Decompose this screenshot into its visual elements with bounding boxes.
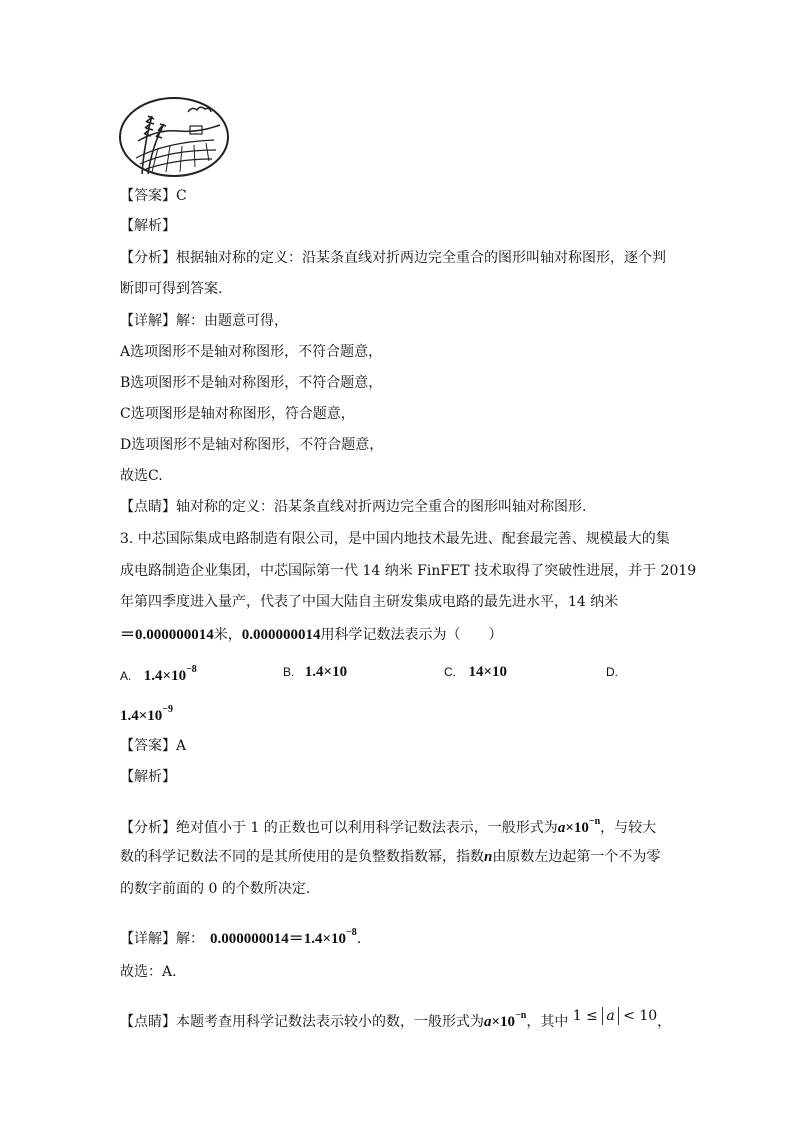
q3-analysis-text-1b: ，与较大 [600,820,657,836]
comment-formula-base: ×10 [491,1014,516,1030]
detail-end: . [356,931,362,947]
option-a-explanation: A选项图形不是轴对称图形，不符合题意， [120,344,383,360]
analysis-line [120,248,666,268]
scientific-notation-formula [557,816,601,836]
answer-line [120,186,187,206]
q3-comment-tag: 【点睛】 [120,1014,176,1030]
detail-equation-body: 0.000000014＝1.4×10 [210,931,347,947]
option-d-exponent: −9 [162,704,174,715]
analysis-line-2: 断即可得到答案. [120,281,223,297]
question-stem-line-4 [120,625,503,645]
q3-choose-line: 故选：A． [120,964,187,980]
stem-unit: 米， [213,627,242,643]
q3-answer-line [120,736,186,756]
option-b-label: B. [283,665,295,679]
question-stem-line-2: 成电路制造企业集团，中芯国际第一代 14 纳米 FinFET 技术取得了突破性进展，并于 2019 [120,563,697,579]
option-c-label: C. [444,665,456,679]
q3-comment-mid: ，其中 [526,1014,569,1030]
q3-analysis-line-2 [120,847,660,867]
q3-explain-tag: 【解析】 [120,769,176,785]
detail-text: 解：由题意可得， [176,313,288,329]
option-d-explanation: D选项图形不是轴对称图形，不符合题意， [120,437,384,453]
comment-line [120,497,586,517]
option-d-label: D. [606,665,618,679]
choose-line: 故选C. [120,468,163,484]
detail-equation-exponent: −8 [346,927,357,938]
q3-answer-value: A [176,738,187,754]
option-c-value: 14×10 [468,664,508,680]
q3-comment-end: ， [657,1014,672,1030]
q3-analysis-line-3: 的数字前面的 0 的个数所决定． [120,881,320,897]
option-b-explanation: B选项图形不是轴对称图形，不符合题意， [120,375,383,391]
comment-formula-a: a [484,1014,492,1030]
q3-detail-prefix: 解： [176,931,204,947]
detail-tag: 【详解】 [120,313,176,329]
answer-tag: 【答案】 [120,188,176,204]
option-c[interactable] [444,662,507,682]
q3-analysis-text-2a: 数的科学记数法不同的是其所使用的是负整数指数幂，指数 [120,849,484,865]
option-c-explanation: C选项图形是轴对称图形，符合题意， [120,406,355,422]
inequality-right: < 10 [623,1008,658,1024]
analysis-tag: 【分析】 [120,250,176,266]
option-a[interactable] [120,662,197,686]
exponent-n: n [484,849,493,865]
stem-number: 0.000000014 [241,627,321,643]
inequality-left: 1 ≤ [572,1008,598,1024]
q3-detail-tag: 【详解】 [120,931,176,947]
explain-tag: 【解析】 [120,218,176,234]
detail-equation [210,927,357,947]
option-a-value [143,664,197,684]
q3-comment-line [120,1008,671,1032]
inequality [573,1008,657,1024]
wheat-field-illustration [118,96,230,178]
q3-analysis-text-2b: 由原数左边起第一个不为零 [492,849,661,865]
comment-formula-exponent: −n [515,1010,527,1021]
option-a-base: 1.4×10 [143,668,187,684]
formula-base: ×10 [565,820,589,836]
formula-exponent: −n [588,816,601,827]
comment-text: 轴对称的定义：沿某条直线对折两边完全重合的图形叫轴对称图形. [176,499,587,515]
q3-analysis-text-1: 绝对值小于 1 的正数也可以利用科学记数法表示，一般形式为 [176,820,558,836]
absolute-value-a: a [602,1007,618,1025]
formula-a: a [557,820,566,836]
option-b-value: 1.4×10 [304,664,348,680]
stem-equation: ＝0.000000014 [120,627,214,643]
question-stem-line-1: 3. 中芯国际集成电路制造有限公司，是中国内地技术最先进、配套最完善、规模最大的集 [120,531,670,547]
analysis-text: 根据轴对称的定义：沿某条直线对折两边完全重合的图形叫轴对称图形，逐个判 [176,250,666,266]
q3-answer-tag: 【答案】 [120,738,176,754]
answer-value: C [176,188,187,204]
stem-tail: 用科学记数法表示为（ ） [320,627,503,643]
option-a-label: A. [120,669,132,683]
q3-analysis-line-1 [120,814,656,838]
detail-line [120,311,288,331]
option-d[interactable] [606,662,618,682]
question-stem-line-3: 年第四季度进入量产，代表了中国大陆自主研发集成电路的最先进水平，14 纳米 [120,594,619,610]
option-d-base: 1.4×10 [120,708,163,724]
option-a-exponent: −8 [186,664,197,675]
comment-formula [484,1010,527,1030]
q3-detail-line [120,925,361,949]
option-d-value [120,702,173,726]
comment-tag: 【点睛】 [120,499,176,515]
q3-analysis-tag: 【分析】 [120,820,176,836]
q3-comment-text: 本题考查用科学记数法表示较小的数，一般形式为 [176,1014,484,1030]
option-b[interactable] [283,662,347,682]
